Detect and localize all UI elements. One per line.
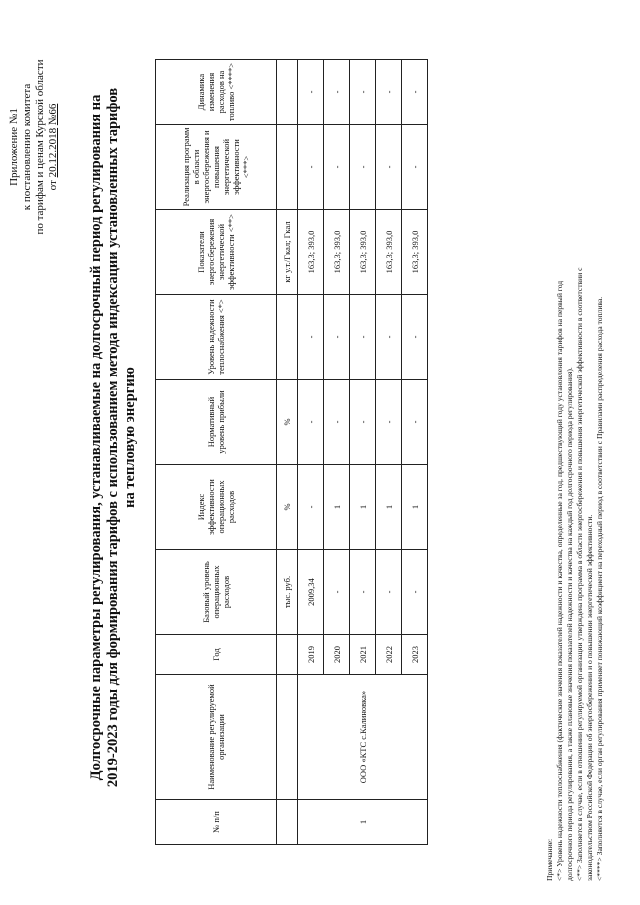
cell-program: - <box>350 125 376 210</box>
cell-year: 2023 <box>402 635 428 675</box>
cell-energy: 163,3; 393,0 <box>298 210 324 295</box>
cell-energy: 163,3; 393,0 <box>350 210 376 295</box>
unit-cell <box>277 125 298 210</box>
appendix-line: к постановлению комитета <box>21 83 33 211</box>
cell-reliability: - <box>376 295 402 380</box>
appendix-number: №66 <box>47 103 59 126</box>
table-row <box>298 60 324 845</box>
cell-dynamics: - <box>376 60 402 125</box>
unit-profit: % <box>277 380 298 465</box>
unit-cell <box>277 800 298 845</box>
unit-cell <box>277 675 298 800</box>
header-profit: Нормативный уровень прибыли <box>156 380 277 465</box>
cell-profit: - <box>298 380 324 465</box>
cell-index: 1 <box>350 465 376 550</box>
cell-profit: - <box>402 380 428 465</box>
table-units-row <box>277 60 298 845</box>
unit-energy: кг у.т./Гкал; Гкал <box>277 210 298 295</box>
cell-energy: 163,3; 393,0 <box>324 210 350 295</box>
title-line: Долгосрочные параметры регулирования, устанавливаемые на долгосрочный период регулирования на <box>88 94 104 781</box>
unit-base: тыс. руб. <box>277 550 298 635</box>
appendix-title: Приложение №1 <box>8 108 20 186</box>
cell-index: 1 <box>376 465 402 550</box>
header-program: Реализация программ в области энергосбережения и повышения энергетической эффективности <***> <box>156 125 277 210</box>
unit-index: % <box>277 465 298 550</box>
cell-year: 2022 <box>376 635 402 675</box>
cell-base: - <box>376 550 402 635</box>
appendix-line: по тарифам и ценам Курской области <box>34 59 46 235</box>
cell-base: - <box>324 550 350 635</box>
cell-program: - <box>298 125 324 210</box>
appendix-date-prefix: от <box>47 180 59 191</box>
document-title <box>88 70 139 805</box>
cell-dynamics: - <box>350 60 376 125</box>
cell-dynamics: - <box>402 60 428 125</box>
header-reliability: Уровень надежности теплоснабжения <*> <box>156 295 277 380</box>
unit-cell <box>277 60 298 125</box>
table-header-row <box>156 60 277 845</box>
header-base: Базовый уровень операционных расходов <box>156 550 277 635</box>
cell-base: 2009,34 <box>298 550 324 635</box>
cell-base: - <box>402 550 428 635</box>
unit-cell <box>277 635 298 675</box>
row-num: 1 <box>298 800 428 845</box>
footnote-text: <****> Заполняется в случае, если орган регулирования применяет понижающий коэффициент на переходный период в соответствии с Правилами распределения расхода топлива. <box>595 296 604 881</box>
cell-base: - <box>350 550 376 635</box>
cell-reliability: - <box>324 295 350 380</box>
cell-year: 2021 <box>350 635 376 675</box>
cell-program: - <box>402 125 428 210</box>
footnote-text: <**> Заполняется в случае, если в отношении регулируемой организации утверждена программа в области энергосбережения и повышения энергетической эффективности в соответствии с <box>575 267 584 881</box>
footnote-text: долгосрочного периода регулирования, а также плановые значения показателей надежности и качества на каждый год долгосрочного периода регулирования). <box>565 367 574 881</box>
title-line: на тепловую энергию <box>122 367 138 508</box>
header-index: Индекс эффективности операционных расходов <box>156 465 277 550</box>
appendix-date-line <box>47 22 60 272</box>
cell-index: 1 <box>402 465 428 550</box>
parameters-table <box>155 59 428 845</box>
cell-profit: - <box>350 380 376 465</box>
cell-reliability: - <box>402 295 428 380</box>
row-org: ООО «КТС с.Калиновка» <box>298 675 428 800</box>
title-line: 2019-2023 годы для формирования тарифов с использованием метода индексации установленных тарифов <box>105 87 121 788</box>
cell-reliability: - <box>350 295 376 380</box>
cell-energy: 163,3; 393,0 <box>402 210 428 295</box>
cell-profit: - <box>324 380 350 465</box>
cell-dynamics: - <box>298 60 324 125</box>
cell-energy: 163,3; 393,0 <box>376 210 402 295</box>
cell-dynamics: - <box>324 60 350 125</box>
appendix-date: 20.12.2018 <box>47 127 59 178</box>
cell-program: - <box>324 125 350 210</box>
cell-profit: - <box>376 380 402 465</box>
header-year: Год <box>156 635 277 675</box>
footnote-text: законодательством Российской Федерации об энергосбережении и о повышении энергетической эффективности. <box>585 514 594 881</box>
cell-index: 1 <box>324 465 350 550</box>
footnote-text: <*> Уровень надежности теплоснабжения (фактические значения показателей надежности и качества, определенные за год, предшествующий году установления тарифов на первый год <box>555 280 564 881</box>
header-dynamics: Динамика изменения расходов на топливо <****> <box>156 60 277 125</box>
cell-program: - <box>376 125 402 210</box>
cell-year: 2019 <box>298 635 324 675</box>
unit-cell <box>277 295 298 380</box>
footnotes-heading: Примечание: <box>545 838 554 881</box>
cell-index: - <box>298 465 324 550</box>
footnotes <box>545 21 605 881</box>
appendix-header <box>8 22 60 272</box>
header-org: Наименование регулируемой организации <box>156 675 277 800</box>
cell-year: 2020 <box>324 635 350 675</box>
cell-reliability: - <box>298 295 324 380</box>
header-num: № п/п <box>156 800 277 845</box>
header-energy: Показатели энергосбережения энергетической эффективности <**> <box>156 210 277 295</box>
